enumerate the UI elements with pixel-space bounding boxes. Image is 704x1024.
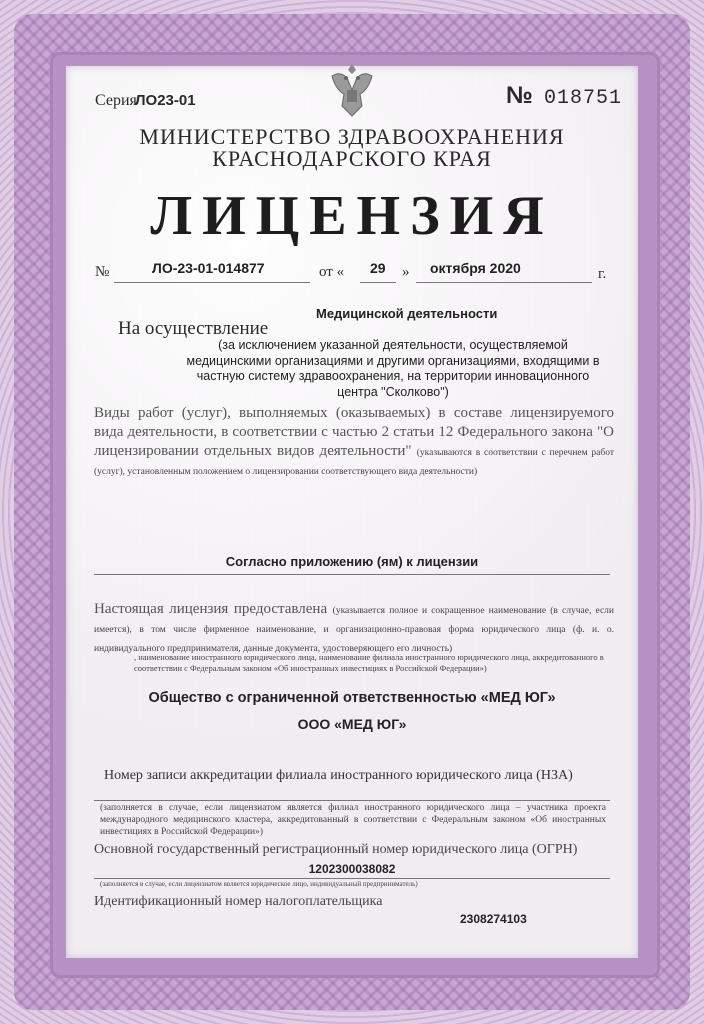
document-paper [66,66,638,958]
series-label: Серия [95,92,137,109]
license-number: ЛО-23-01-014877 [152,260,265,276]
coat-of-arms-icon [324,60,380,124]
reg-no-label: № [95,264,110,280]
activity-value: Медицинской деятельности [316,306,498,321]
licensee-note-2: , наименование иностранного юридического лица, наименование филиала иностранного юридического лица, аккредитованного в соответствии с Федеральным законом «Об иностранных инвестициях в Российской Федерации») [134,652,604,673]
series-value: ЛО23-01 [135,92,196,109]
ogrn-note: (заполняется в случае, если лицензиатом является юридическое лицо, индивидуальный предприниматель) [100,880,418,888]
document-title: ЛИЦЕНЗИЯ [150,185,554,247]
from-label: от « [319,264,345,280]
works-main-text: Виды работ (услуг), выполняемых (оказываемых) в составе лицензируемого вида деятельности, в соответствии с частью 2 статьи 12 Федерального закона "О лицензировании отдельных видов деятельности" [94,405,614,459]
licensee-label: Настоящая лицензия предоставлена [94,601,328,617]
month-underline [416,282,592,283]
day-underline [360,282,396,283]
day-value: 29 [370,260,386,276]
document-number: 018751 [544,87,623,110]
works-underline [94,574,610,575]
nza-label: Номер записи аккредитации филиала иностранного юридического лица (НЗА) [104,768,573,783]
issuer-line-1: МИНИСТЕРСТВО ЗДРАВООХРАНЕНИЯ [139,124,565,149]
reg-no-underline [114,282,310,283]
number-label: № [506,82,533,109]
activity-label: На осуществление [118,318,269,339]
works-value: Согласно приложению (ям) к лицензии [225,554,479,569]
inn-label: Идентификационный номер налогоплательщика [94,894,383,909]
nza-note: (заполняется в случае, если лицензиатом является филиал иностранного юридического лица – участника проекта международного медицинского кластера, аккредитованный в соответствии с Федеральным законом «Об иностранных инвестициях в Российской Федерации») [100,803,606,837]
licensee-block [94,600,614,657]
ogrn-label: Основной государственный регистрационный номер юридического лица (ОГРН) [94,842,578,857]
activity-note: (за исключением указанной деятельности, осуществляемой медицинскими организациями и другими организациями, входящими в частную систему здравоохранения, на территории инновационного центра "Сколково") [186,338,600,399]
licensee-short-name: ООО «МЕД ЮГ» [297,716,407,732]
nza-underline [94,800,610,801]
issuer-line-2: КРАСНОДАРСКОГО КРАЯ [212,146,492,171]
works-text [94,404,614,480]
year-suffix: г. [598,266,607,282]
month-year: октября 2020 [430,260,521,276]
ogrn-value: 1202300038082 [308,862,396,876]
licensee-full-name: Общество с ограниченной ответственностью «МЕД ЮГ» [148,690,556,706]
inn-value: 2308274103 [460,912,527,926]
licensee-note-1: (указывается полное и сокращенное наименование (в случае, если имеется), в том числе фирменное наименование, и организационно-правовая форма юридического лица (ф. и. о. индивидуального предпринимателя, данные документа, удостоверяющего его личность) [94,606,614,654]
works-note: (указываются в соответствии с перечнем работ (услуг), установленным положением о лицензировании соответствующего вида деятельности) [94,448,615,477]
ogrn-underline [94,878,610,879]
quote-close: » [402,264,410,280]
